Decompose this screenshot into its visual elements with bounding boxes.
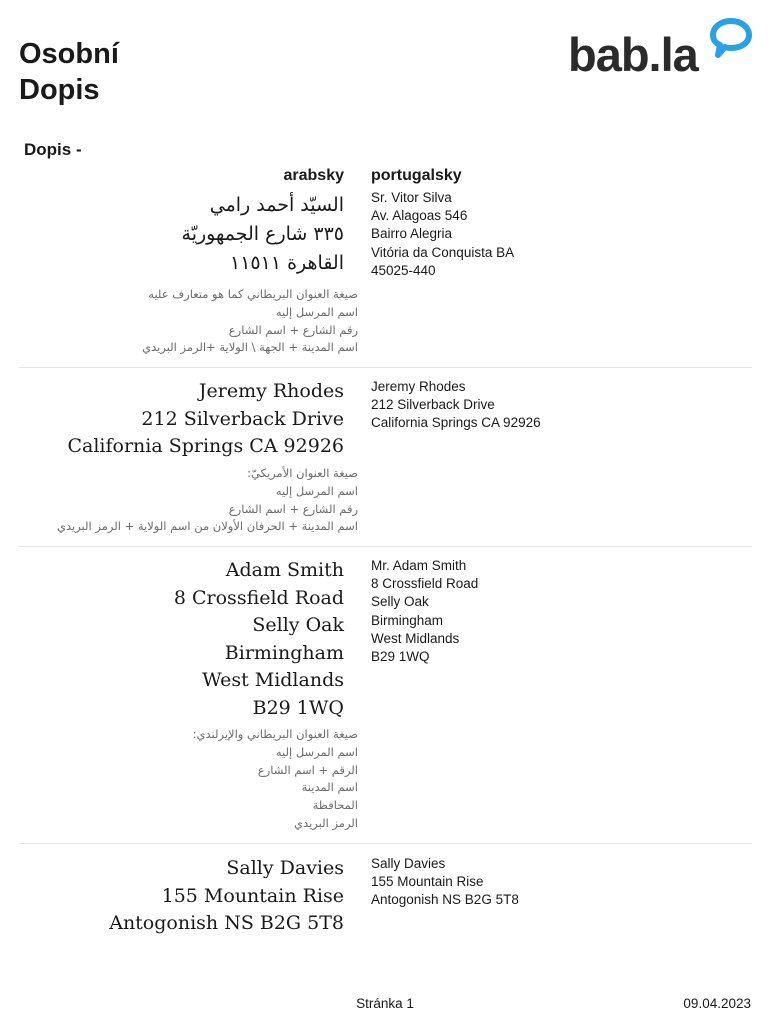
babla-logo[interactable] bbox=[568, 18, 758, 80]
address-line: 155 Mountain Rise bbox=[161, 884, 344, 907]
speech-bubble-icon bbox=[709, 18, 753, 60]
address-line: Selly Oak bbox=[371, 594, 429, 610]
address-line: West Midlands bbox=[371, 630, 460, 646]
address-right bbox=[371, 189, 514, 280]
address-line: Sally Davies bbox=[371, 856, 446, 871]
address-line: Antogonish NS B2G 5T8 bbox=[109, 912, 344, 934]
divider bbox=[19, 546, 752, 547]
address-line: B29 1WQ bbox=[252, 696, 344, 719]
note-line: صيغة العنوان الأمريكيّ: bbox=[247, 466, 358, 480]
address-line: ٣٣٥ شارع الجمهوريّة bbox=[181, 223, 344, 245]
address-left bbox=[174, 557, 344, 722]
note-line: اسم المدينة bbox=[301, 780, 358, 795]
address-line: 212 Silverback Drive bbox=[371, 397, 495, 413]
note-line: الرقم + اسم الشارع bbox=[257, 762, 358, 777]
divider bbox=[19, 367, 752, 368]
address-line: 45025-440 bbox=[371, 262, 436, 278]
column-header-portuguese: portugalsky bbox=[371, 167, 462, 184]
address-line: القاهرة ١١٥١١ bbox=[230, 252, 344, 274]
page-number: Stránka 1 bbox=[356, 996, 414, 1011]
address-line: 8 Crossfield Road bbox=[371, 576, 479, 592]
note-line: رقم الشارع + اسم الشارع bbox=[228, 322, 358, 337]
logo-text: bab.la bbox=[568, 28, 698, 81]
address-right bbox=[371, 557, 478, 666]
print-date: 09.04.2023 bbox=[683, 996, 751, 1011]
address-line: Mr. Adam Smith bbox=[371, 558, 467, 573]
address-line: Selly Oak bbox=[252, 614, 344, 636]
address-right bbox=[371, 855, 519, 910]
divider bbox=[19, 843, 752, 844]
address-left bbox=[182, 191, 344, 278]
address-left bbox=[67, 378, 344, 461]
note-line: اسم المرسل إليه bbox=[275, 483, 358, 498]
note-line: صيغة العنوان البريطاني كما هو متعارف عليه bbox=[148, 287, 358, 301]
address-line: Antogonish NS B2G 5T8 bbox=[371, 892, 519, 908]
note-line: اسم المدينة + الحرفان الأولان من اسم الولاية + الرمز البريدي bbox=[56, 519, 358, 534]
address-line: Adam Smith bbox=[225, 559, 344, 581]
note-line: اسم المدينة + الجهة \ الولاية +الرمز البريدي bbox=[142, 340, 358, 355]
address-line: 212 Silverback Drive bbox=[141, 407, 344, 430]
address-line: Bairro Alegria bbox=[371, 226, 453, 242]
format-notes bbox=[193, 726, 358, 833]
format-notes bbox=[142, 286, 358, 357]
page-title-line-1: Osobní bbox=[19, 38, 119, 70]
note-line: الرمز البريدي bbox=[294, 815, 358, 830]
address-left bbox=[109, 855, 344, 938]
column-header-arabic: arabsky bbox=[283, 167, 344, 184]
address-line: Jeremy Rhodes bbox=[371, 379, 466, 394]
address-right bbox=[371, 378, 541, 433]
address-line: 8 Crossfield Road bbox=[173, 586, 344, 609]
note-line: رقم الشارع + اسم الشارع bbox=[228, 501, 358, 516]
note-line: اسم المرسل إليه bbox=[275, 744, 358, 759]
note-line: المحافظة bbox=[312, 798, 358, 813]
address-line: Birmingham bbox=[224, 641, 344, 664]
address-line: West Midlands bbox=[202, 669, 344, 691]
address-line: B29 1WQ bbox=[371, 649, 430, 665]
page-title bbox=[19, 36, 119, 108]
page-title-line-2: Dopis bbox=[19, 74, 100, 106]
address-line: Sally Davies bbox=[226, 857, 344, 879]
address-line: Sr. Vitor Silva bbox=[371, 190, 452, 205]
section-title: Dopis - bbox=[24, 140, 82, 159]
address-line: Jeremy Rhodes bbox=[198, 380, 344, 402]
address-line: Birmingham bbox=[371, 612, 444, 628]
format-notes bbox=[57, 465, 358, 536]
address-line: Vitória da Conquista BA bbox=[371, 244, 515, 260]
address-line: California Springs CA 92926 bbox=[67, 435, 344, 457]
address-line: California Springs CA 92926 bbox=[371, 415, 541, 431]
address-line: Av. Alagoas 546 bbox=[371, 208, 468, 224]
note-line: اسم المرسل إليه bbox=[275, 304, 358, 319]
address-line: السيّد أحمد رامي bbox=[209, 194, 344, 216]
address-line: 155 Mountain Rise bbox=[371, 874, 484, 890]
note-line: صيغة العنوان البريطاني والإيرلندي: bbox=[192, 727, 358, 741]
